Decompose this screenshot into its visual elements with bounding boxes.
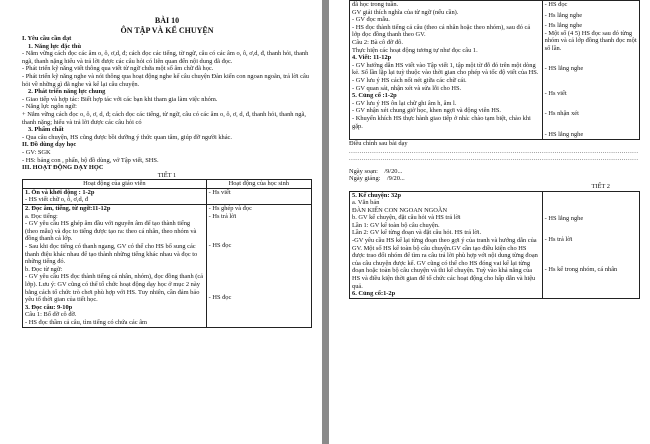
cell-line: - GV quan sát, nhận xét và sửa lỗi cho HS. (352, 84, 462, 92)
cell-line: - GV hướng dẫn HS viết vào Tập viết 1, tập một từ đỗ đỏ trên một dòng kẻ. Số lần lặp lại tuỳ thuộc vào thời gian cho phép và tốc độ viết của HS. (352, 61, 539, 77)
cell-line: b. GV kể chuyện, đặt câu hỏi và HS trả lời (352, 214, 461, 222)
cell-line: - Hs viết (208, 188, 231, 196)
section-heading-objectives: I. Yêu cầu cần đạt (22, 35, 72, 42)
cell-line: - Hs viết (544, 90, 567, 98)
period-label: TIẾT 2 (591, 182, 610, 190)
teacher-cell (350, 191, 543, 298)
teacher-cell (23, 188, 207, 204)
cell-line: - HS viết chữ o, ô, ơ,d, đ (25, 196, 89, 204)
document-page-left (0, 0, 322, 444)
document-page-right (329, 0, 650, 444)
cell-line: - GV lưu ý HS ôn lại chữ ghi âm h, âm l. (352, 99, 457, 107)
cell-line: - GV yêu cầu HS đọc thành tiếng cá nhân, nhóm), đọc đồng thanh (cả lớp). Lưu ý: GV cũng có thể tổ chức hoạt động dạy học ở mục 2 này bằng cách tổ chức trò chơi phù hợp với HS. Tuy nhiên, cần đảm bảo yêu tố thời gian của tiết học. (25, 273, 204, 304)
student-cell (206, 188, 311, 204)
cell-line: - Hs kể trong nhóm, cá nhân (544, 265, 618, 273)
text-line: - Phát triển kỹ năng viết thông qua viết từ ngữ chứa một số âm chữ đã học. (22, 65, 214, 73)
teacher-cell (350, 1, 543, 140)
cell-line: 4. Viết: 11-12p (352, 54, 392, 62)
teach-date-label: Ngày giảng: (349, 175, 381, 183)
text-line: 2. Phát triển năng lực chung (28, 88, 106, 96)
cell-line: a. Văn bản (352, 199, 380, 207)
cell-line: 6. Củng cố:1-2p (352, 290, 396, 298)
student-cell (206, 205, 311, 328)
cell-line: - Sau khi đọc tiếng có thanh ngang, GV có thể cho HS bổ sung các thanh điệu khác nhau để tạo thành những tiếng khác nhau và đọc to những tiếng đó. (25, 243, 198, 266)
header-teacher: Hoạt động của giáo viên (23, 180, 207, 189)
text-line: - Giao tiếp và hợp tác: Biết hợp tác với các bạn khi tham gia làm việc nhóm. (22, 95, 218, 103)
cell-line: - HS đọc (208, 242, 232, 250)
after-lesson-note: Điều chỉnh sau bài dạy (349, 139, 408, 147)
cell-line: Thực hiện các hoạt động tương tự như đọc câu 1. (352, 46, 478, 54)
table-header-row (23, 180, 312, 189)
text-line: III. HOẠT ĐỘNG DẠY HỌC (22, 164, 104, 172)
cell-line: - GV nhận xét chung giờ học, khen ngợi và động viên HS. (352, 107, 501, 115)
lesson-number: BÀI 10 (154, 16, 180, 25)
cell-line: GV giải thích nghĩa của từ ngữ (nếu cần). (352, 8, 459, 16)
cell-line: - HS đọc thành tiếng cả câu (theo cá nhân hoặc theo nhóm), sau đó cả lớp đọc đồng thanh theo GV. (352, 23, 531, 39)
text-line: + Nắm vững cách đọc o, ô, ơ, d, đ; cách đọc các tiếng, từ ngữ, câu có các âm o, ô, ơ, d, đ, thanh hỏi, thanh ngã, thanh nặng; hiểu và trả lời được các câu hỏi có (22, 110, 306, 126)
text-line: 1. Năng lực đặc thù (28, 42, 82, 50)
cell-line: ĐÀN KIẾN CON NGOAN NGOÃN (352, 206, 448, 214)
cell-line: 5. Củng cố :1-2p (352, 92, 397, 100)
prep-date-label: Ngày soạn: (349, 167, 378, 175)
cell-line: - Hs nhận xét (544, 109, 579, 117)
cell-line: đã học trong tuần. (352, 1, 399, 8)
cell-line: - HS đọc (208, 293, 232, 301)
cell-line: - HS đọc (544, 1, 568, 8)
cell-line: b. Đọc từ ngữ: (25, 265, 63, 273)
cell-line: 1. Ôn và khởi động : 1-2p (25, 188, 95, 196)
prep-date-value: /9/20... (384, 167, 403, 175)
cell-line: 3. Đọc câu: 9-10p (25, 303, 73, 311)
text-line: - GV: SGK (22, 148, 51, 156)
text-line: - Phát triển kỹ năng nghe và nói thông qua hoạt động nghe kể câu chuyện Đàn kiến con ngoan ngoãn, trả lời câu hỏi về những gì đã nghe và kể lại câu chuyện. (22, 72, 309, 88)
lesson-table-period-1 (22, 179, 312, 327)
period-label: TIẾT 1 (157, 171, 177, 179)
text-line: 3. Phẩm chất (28, 126, 64, 134)
cell-line: - Một số (4 5) HS đọc sau đó từng nhóm và cả lớp đồng thanh đọc một số lần. (544, 29, 637, 52)
table-row (350, 191, 640, 298)
teach-date-value: /9/20... (386, 175, 405, 183)
table-row (23, 205, 312, 328)
cell-line: - GV đọc mẫu. (352, 16, 390, 24)
cell-line: - GV yêu cầu HS ghép âm đầu với nguyên âm để tạo thành tiếng (theo mẫu) và đọc to tiếng được tạo ra: theo cá nhân, theo nhóm và đồng thanh cả lớp. (25, 220, 197, 243)
student-cell (542, 1, 639, 140)
cell-line: Câu 2: Bà cô đỡ đô. (352, 38, 403, 46)
text-line: - HS: bảng con , phấn, bộ đồ dùng, vở Tập viết, SHS. (22, 156, 159, 164)
teach-date (349, 175, 640, 183)
teacher-cell (23, 205, 207, 328)
cell-line: -GV yêu cầu HS kể lại từng đoạn theo gợi ý của tranh và hướng dẫn của GV. Một số HS kể toàn bộ câu chuyện.GV cần tạo điều kiện cho HS được trao đổi nhóm để tìm ra câu trả lời phù hợp với nội dung từng đoạn của câu chuyện được kể. GV cũng có thể cho HS đóng vai kể lại từng đoạn hoặc toàn bộ câu chuyện và thi kể chuyện. Tuỳ vào khả năng của HS và điều kiện thời gian để tổ chức các hoạt động cho hấp dẫn và hiệu quả. (352, 237, 538, 290)
cell-line: - Khuyến khích HS thực hành giao tiếp ở nhà: chào tạm biệt, chào khi gặp. (352, 114, 531, 130)
text-line: - Nắm vững cách đọc các âm o, ô, ơ,d, đ; cách đọc các tiếng, từ ngữ, câu có các âm o, ô, ơ,d, đ, thanh hỏi, thanh ngã, thanh nặng hiểu và trả lời được các câu hỏi có liên quan đến nội dung đã đọc. (22, 50, 309, 65)
cell-line: Câu 1: Bố đỡ cô đỡ. (25, 311, 77, 319)
text-line: II. Đồ dùng dạy học (22, 141, 77, 149)
header-student: Hoạt động của học sinh (206, 180, 311, 189)
cell-line: 2. Đọc âm, tiếng, từ ngữ:11-12p (25, 205, 111, 213)
cell-line: Lần 1: GV kể toàn bộ câu chuyện. (352, 221, 440, 229)
cell-line: - GV lưu ý HS cách nối nét giữa các chữ cái. (352, 76, 467, 84)
cell-line: - Hs lắng nghe (544, 11, 583, 19)
cell-line: - HS lắng nghe (544, 214, 584, 222)
dotted-line: .......................................................................................................................................... (349, 155, 639, 163)
cell-line: - Hs trả lời (208, 212, 237, 220)
cell-line: - HS đọc thầm cả câu, tìm tiếng có chứa các âm (25, 318, 147, 326)
cell-line: 5. Kể chuyện: 32p (352, 191, 401, 199)
table-row (350, 1, 640, 140)
text-line: - Năng lực ngôn ngữ: (22, 103, 77, 111)
cell-line: - Hs trả lời (544, 236, 573, 244)
text-line: - Qua câu chuyện, HS cũng được bồi dưỡng ý thức quan tâm, giúp đỡ người khác. (22, 133, 232, 141)
cell-line: - HS lắng nghe (544, 131, 584, 139)
lesson-table-period-2 (349, 191, 640, 299)
cell-line: - HS lắng nghe (544, 64, 584, 72)
cell-line: - Hs ghép và đọc (208, 205, 252, 213)
student-cell (542, 191, 639, 298)
cell-line: - Hs lắng nghe (544, 22, 583, 30)
cell-line: Lần 2: GV kể từng đoạn và đặt câu hỏi. HS trả lời. (352, 229, 482, 237)
prep-date (349, 168, 640, 176)
table-row (23, 188, 312, 204)
cell-line: a. Đọc tiếng: (25, 212, 58, 220)
dotted-line: .......................................................................................................................................... (349, 147, 639, 155)
lesson-table-continued (349, 0, 640, 140)
lesson-title: ÔN TẬP VÀ KỂ CHUYỆN (120, 25, 214, 35)
